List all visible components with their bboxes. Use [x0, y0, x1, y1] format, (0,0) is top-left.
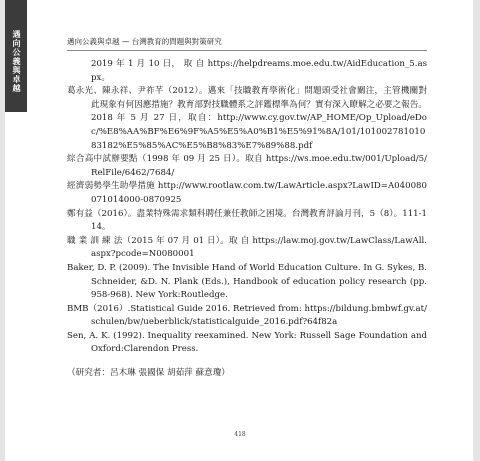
chapter-side-tab: 遇向公義與卓越	[5, 0, 27, 112]
document-page	[5, 0, 473, 461]
reference-entry: 葛永光、陳永祥、尹祚芊（2012）。邁來「技職教育學術化」問題頭受社會關注，主管機關對此現象有何因應措施？教育部對技職體系之評鑑標準為何？實有深入瞭解之必要之報告。2018 年 5 月 27 日，取自：http://www.cy.gov.tw/AP_HOME/Op_Upload/eDoc/%E8%AA%BF%E6%9F%A5%E5%A0%B1%E5%91%8A/101/10100278101083182%E5%85%AC%E5%B8%83%E7%89%88.pdf	[67, 86, 427, 151]
researchers-note: （研究者：呂木琳 張國保 胡茹萍 蘇意瓊）	[67, 368, 230, 379]
running-head: 邁向公義與卓越 — 台灣教育的問題與對策研究	[67, 36, 427, 51]
reference-entry: 經濟弱勢學生助學措施 http://www.rootlaw.com.tw/LawArticle.aspx?LawID=A040080071014000-0870925	[67, 181, 427, 205]
reference-entry: 職 業 訓 練 法（2015 年 07 月 01 日）。取 自 https://law.moj.gov.tw/LawClass/LawAll.aspx?pcode=N0080001	[67, 235, 427, 260]
reference-entry: 鄭有益（2016）。盡業特殊需求類科聘任兼任教師之困境。台灣教育評論月刊，5（8）。111-114。	[67, 208, 427, 233]
reference-entry: Sen, A. K. (1992). Inequality reexamined. New York: Russell Sage Foundation and Oxford:Clarendon Press.	[67, 330, 427, 355]
reference-entry: 2019 年 1 月 10 日， 取 自 https://helpdreams.moe.edu.tw/AidEducation_5.aspx。	[91, 59, 427, 83]
page-number: 418	[234, 431, 246, 438]
reference-list	[67, 58, 427, 380]
reference-entry: BMB（2016）.Statistical Guide 2016. Retrieved from: https://bildung.bmbwf.gv.at/schulen/bw/ueberblick/statisticalguide_2016.pdf?64f82a	[67, 303, 427, 328]
reference-entry: 綜合高中試辦要點（1998 年 09 月 25 日）。取自 https://ws.moe.edu.tw/001/Upload/5/RelFile/6462/7684/	[67, 154, 427, 178]
reference-entry: Baker, D. P. (2009). The Invisible Hand of World Education Culture. In G. Sykes, B. Schneider, &D. N. Plank (Eds.), Handbook of education policy research (pp. 958-968). New York:Routledge.	[67, 262, 427, 301]
